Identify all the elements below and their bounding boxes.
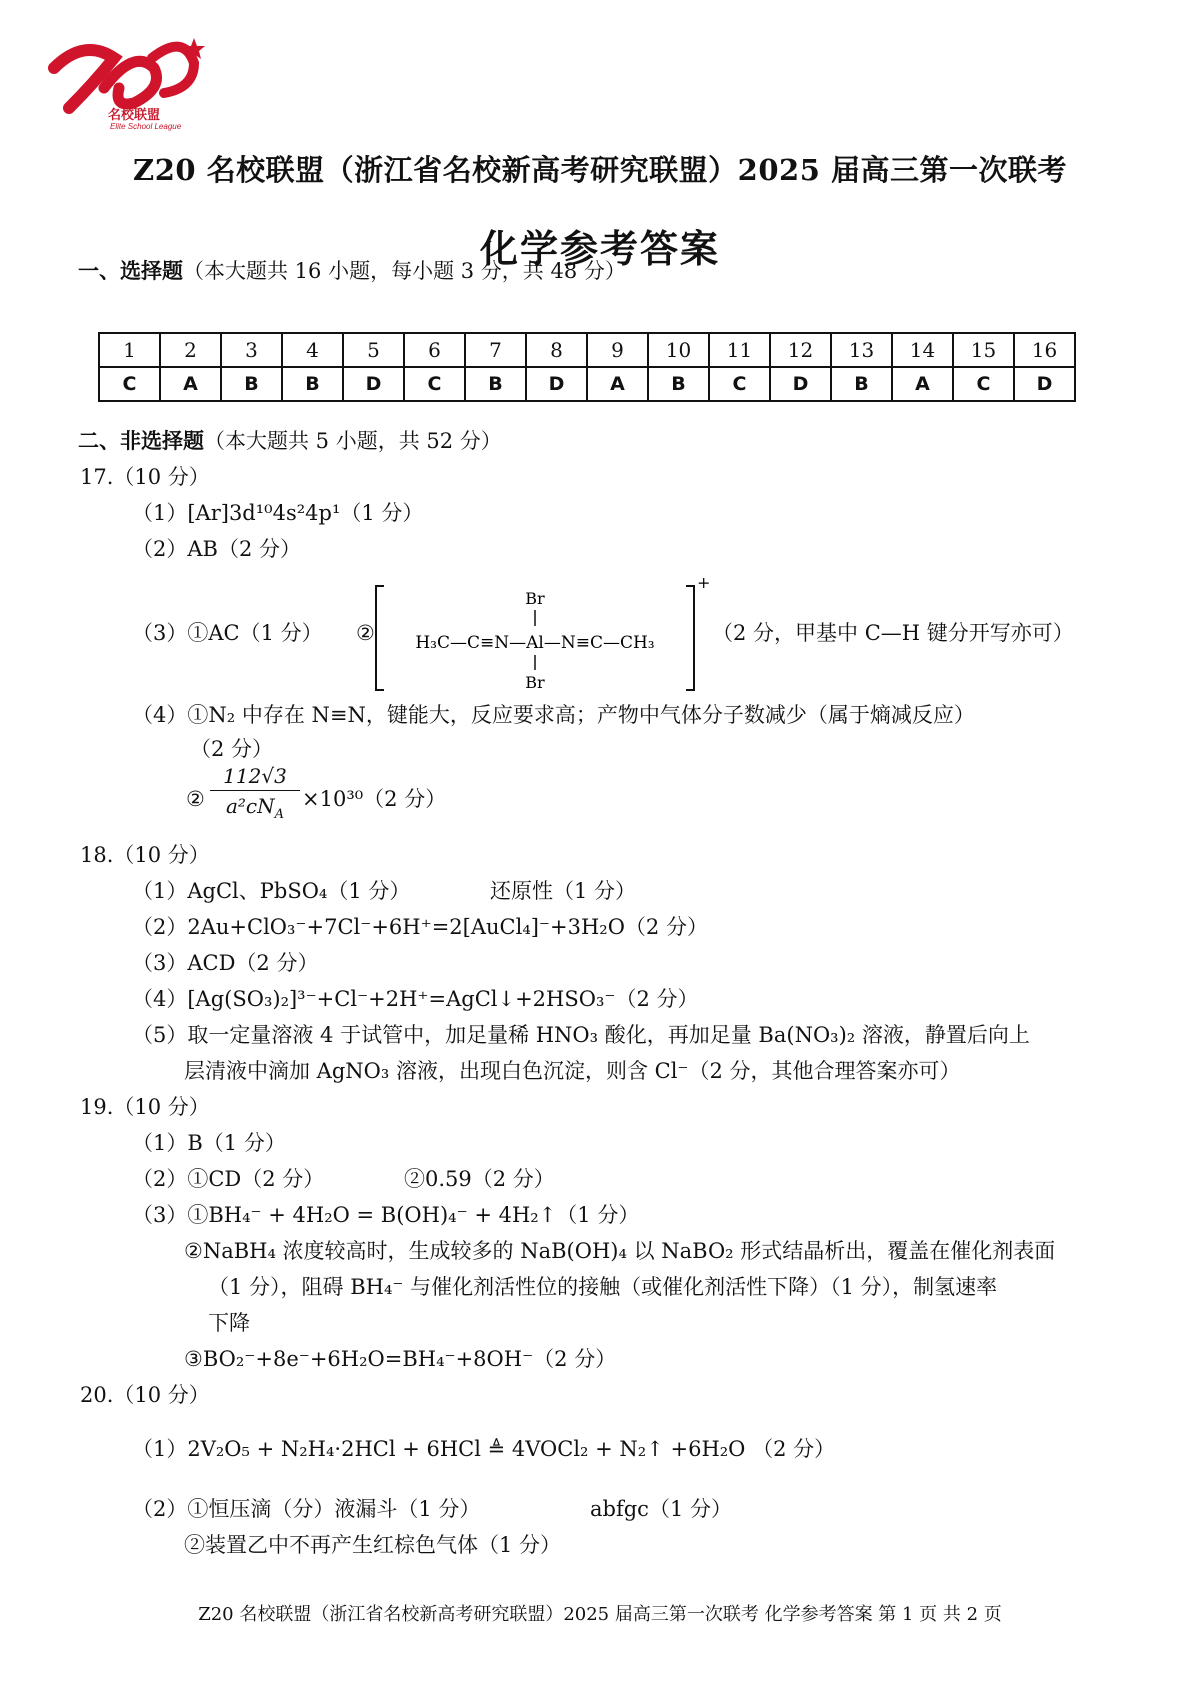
logo-name: 名校联盟 (108, 108, 161, 123)
page-footer: Z20 名校联盟（浙江省名校新高考研究联盟）2025 届高三第一次联考 化学参考答案 第 1 页 共 2 页 (198, 1604, 1002, 1625)
answer-number-cell: 9 (587, 333, 648, 367)
answer-choice-cell: D (343, 367, 404, 401)
q17-part4a: （4）①N₂ 中存在 N≡N，键能大，反应要求高；产物中气体分子数减少（属于熵减反应） (132, 703, 975, 727)
section2-head: 二、非选择题 (78, 428, 204, 453)
q17-part4b: （2 分） (190, 737, 274, 761)
answer-number-cell: 14 (892, 333, 953, 367)
q19-part3b: ②NaBH₄ 浓度较高时，生成较多的 NaB(OH)₄ 以 NaBO₂ 形式结晶析出，覆盖在催化剂表面 (184, 1239, 1056, 1263)
q18-part5b: 层清液中滴加 AgNO₃ 溶液，出现白色沉淀，则含 Cl⁻（2 分，其他合理答案亦可） (184, 1059, 961, 1083)
q19-part3a: （3）①BH₄⁻ + 4H₂O = B(OH)₄⁻ + 4H₂↑（1 分） (132, 1203, 640, 1227)
answer-number-cell: 7 (465, 333, 526, 367)
answer-number-cell: 3 (221, 333, 282, 367)
answer-choice-cell: C (99, 367, 160, 401)
complex-br-top: Br (525, 589, 545, 608)
answer-choice-cell: B (648, 367, 709, 401)
q20-part1: （1）2V₂O₅ + N₂H₄·2HCl + 6HCl ≜ 4VOCl₂ + N₂↑ +6H₂O （2 分） (132, 1437, 836, 1461)
section1-head: 一、选择题 (78, 258, 183, 283)
complex-charge: + (697, 573, 711, 592)
q19-part1: （1）B（1 分） (132, 1131, 286, 1155)
answer-number-cell: 8 (526, 333, 587, 367)
section1-note: （本大题共 16 小题，每小题 3 分，共 48 分） (183, 259, 626, 283)
answer-number-cell: 1 (99, 333, 160, 367)
q17-part3a: （3）①AC（1 分） (132, 621, 323, 645)
answer-number-row (99, 333, 1075, 367)
answer-choice-cell: B (831, 367, 892, 401)
q18-part2: （2）2Au+ClO₃⁻+7Cl⁻+6H⁺=2[AuCl₄]⁻+3H₂O（2 分） (132, 915, 708, 939)
q20-part2b: abfgc（1 分） (590, 1497, 732, 1521)
q18-part3: （3）ACD（2 分） (132, 951, 319, 975)
q19-part3c: （1 分），阻碍 BH₄⁻ 与催化剂活性位的接触（或催化剂活性下降）（1 分），制氢速率 (208, 1275, 998, 1299)
fraction-denominator (210, 791, 300, 830)
q19-part2a: （2）①CD（2 分） (132, 1167, 325, 1191)
section2-heading (78, 426, 502, 456)
q20-head: 20.（10 分） (80, 1383, 210, 1407)
answer-choice-cell: D (770, 367, 831, 401)
q17-part2: （2）AB（2 分） (132, 537, 301, 561)
answer-number-cell: 12 (770, 333, 831, 367)
q19-part3d: 下降 (208, 1311, 250, 1335)
q19-part3e: ③BO₂⁻+8e⁻+6H₂O=BH₄⁻+8OH⁻（2 分） (184, 1347, 617, 1371)
q18-part4: （4）[Ag(SO₃)₂]³⁻+Cl⁻+2H⁺=AgCl↓+2HSO₃⁻（2 分） (132, 987, 699, 1011)
answer-choice-cell: B (221, 367, 282, 401)
answer-choice-cell: B (465, 367, 526, 401)
answer-choice-row (99, 367, 1075, 401)
answer-choice-cell: C (709, 367, 770, 401)
q19-head: 19.（10 分） (80, 1095, 210, 1119)
answer-number-cell: 5 (343, 333, 404, 367)
q17-part3b: ② (356, 621, 375, 645)
q17-part4c-tail: ×10³⁰（2 分） (302, 787, 447, 811)
answer-choice-cell: C (404, 367, 465, 401)
answer-choice-cell: B (282, 367, 343, 401)
logo-subtitle: Elite School League (110, 122, 182, 131)
q20-part2a: （2）①恒压滴（分）液漏斗（1 分） (132, 1497, 481, 1521)
q19-part2b: ②0.59（2 分） (404, 1167, 555, 1191)
page-subtitle: 化学参考答案 (479, 226, 720, 271)
answer-choice-cell: A (160, 367, 221, 401)
page-title: Z20 名校联盟（浙江省名校新高考研究联盟）2025 届高三第一次联考 (133, 153, 1067, 187)
answer-number-cell: 10 (648, 333, 709, 367)
q17-part1: （1）[Ar]3d¹⁰4s²4p¹（1 分） (132, 501, 424, 525)
answer-number-cell: 16 (1014, 333, 1075, 367)
answer-number-cell: 2 (160, 333, 221, 367)
section2-note: （本大题共 5 小题，共 52 分） (204, 429, 502, 453)
answer-choice-cell: A (587, 367, 648, 401)
answer-number-cell: 15 (953, 333, 1014, 367)
answer-choice-cell: D (1014, 367, 1075, 401)
density-fraction (210, 762, 300, 828)
fraction-numerator: 112√3 (210, 762, 300, 791)
q17-part3c: （2 分，甲基中 C—H 键分开写亦可） (712, 621, 1074, 645)
q18-part1b: 还原性（1 分） (490, 879, 637, 903)
answer-number-cell: 13 (831, 333, 892, 367)
q17-head: 17.（10 分） (80, 465, 210, 489)
answer-choice-cell: C (953, 367, 1014, 401)
q18-part1a: （1）AgCl、PbSO₄（1 分） (132, 879, 411, 903)
answer-choice-cell: D (526, 367, 587, 401)
denominator-main: a²cN (225, 794, 275, 818)
answer-number-cell: 6 (404, 333, 465, 367)
denominator-sub: A (274, 807, 285, 822)
complex-br-bottom: Br (525, 673, 545, 692)
answer-choice-cell: A (892, 367, 953, 401)
answer-table (98, 332, 1076, 402)
answer-number-cell: 11 (709, 333, 770, 367)
aluminum-complex-structure (370, 573, 711, 696)
complex-main-chain: H₃C—C≡N—Al—N≡C—CH₃ (415, 633, 655, 653)
q18-part5a: （5）取一定量溶液 4 于试管中，加足量稀 HNO₃ 酸化，再加足量 Ba(NO₃)₂ 溶液，静置后向上 (132, 1023, 1030, 1047)
q17-part4c-label: ② (186, 787, 205, 811)
q20-part2c: ②装置乙中不再产生红棕色气体（1 分） (184, 1533, 562, 1557)
q18-head: 18.（10 分） (80, 843, 210, 867)
answer-number-cell: 4 (282, 333, 343, 367)
section1-heading (78, 256, 626, 286)
